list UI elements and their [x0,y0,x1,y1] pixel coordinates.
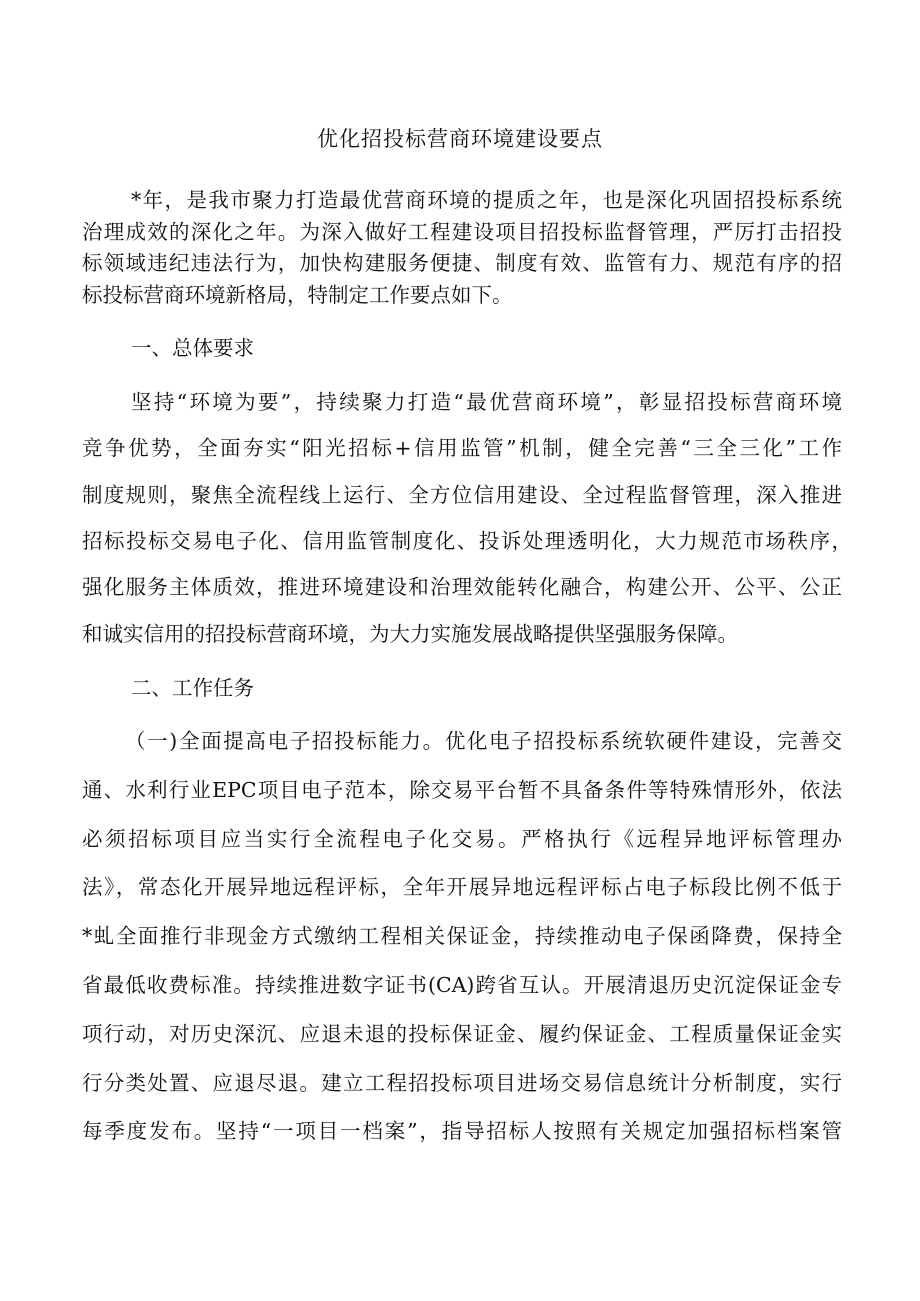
section2-line: 通、水利行业EPC项目电子范本，除交易平台暂不具备条件等特殊情形外，依法 [82,778,842,802]
document-title: 优化招投标营商环境建设要点 [317,127,603,151]
section1-line: 和诚实信用的招投标营商环境，为大力实施发展战略提供坚强服务保障。 [82,622,738,646]
intro-line: 标投标营商环境新格局，特制定工作要点如下。 [82,283,513,307]
section2-line: 项行动，对历史深沉、应退未退的投标保证金、履约保证金、工程质量保证金实 [82,1022,842,1046]
section2-line: *虬全面推行非现金方式缴纳工程相关保证金，持续推动电子保函降费，保持全 [82,924,842,948]
section2-line: 行分类处置、应退尽退。建立工程招投标项目进场交易信息统计分析制度，实行 [82,1071,842,1095]
section2-line: 必须招标项目应当实行全流程电子化交易。严格执行《远程异地评标管理办 [82,827,842,851]
section-heading-work-tasks: 二、工作任务 [131,676,254,700]
section1-line: 强化服务主体质效，推进环境建设和治理效能转化融合，构建公开、公平、公正 [82,575,842,599]
intro-line: 治理成效的深化之年。为深入做好工程建设项目招投标监督管理，严厉打击招投 [82,220,842,244]
section2-line: （一)全面提高电子招投标能力。优化电子招投标系统软硬件建设，完善交 [125,729,842,753]
section1-line: 竞争优势，全面夯实“阳光招标+信用监管”机制，健全完善“三全三化”工作 [82,436,842,460]
intro-line: *年，是我市聚力打造最优营商环境的提质之年，也是深化巩固招投标系统 [131,188,842,212]
section2-line: 每季度发布。坚持“一项目一档案”，指导招标人按照有关规定加强招标档案管 [82,1119,842,1143]
section-heading-general-requirements: 一、总体要求 [131,336,254,360]
section1-line: 坚持“环境为要”，持续聚力打造“最优营商环境”，彰显招投标营商环境 [131,390,842,414]
section1-line: 制度规则，聚焦全流程线上运行、全方位信用建设、全过程监督管理，深入推进 [82,483,842,507]
intro-line: 标领域违纪违法行为，加快构建服务便捷、制度有效、监管有力、规范有序的招 [82,251,842,275]
section1-line: 招标投标交易电子化、信用监管制度化、投诉处理透明化，大力规范市场秩序， [82,529,852,553]
section2-line: 法》，常态化开展异地远程评标，全年开展异地远程评标占电子标段比例不低于 [82,875,842,899]
section2-line: 省最低收费标准。持续推进数字证书(CA)跨省互认。开展清退历史沉淀保证金专 [82,973,842,997]
